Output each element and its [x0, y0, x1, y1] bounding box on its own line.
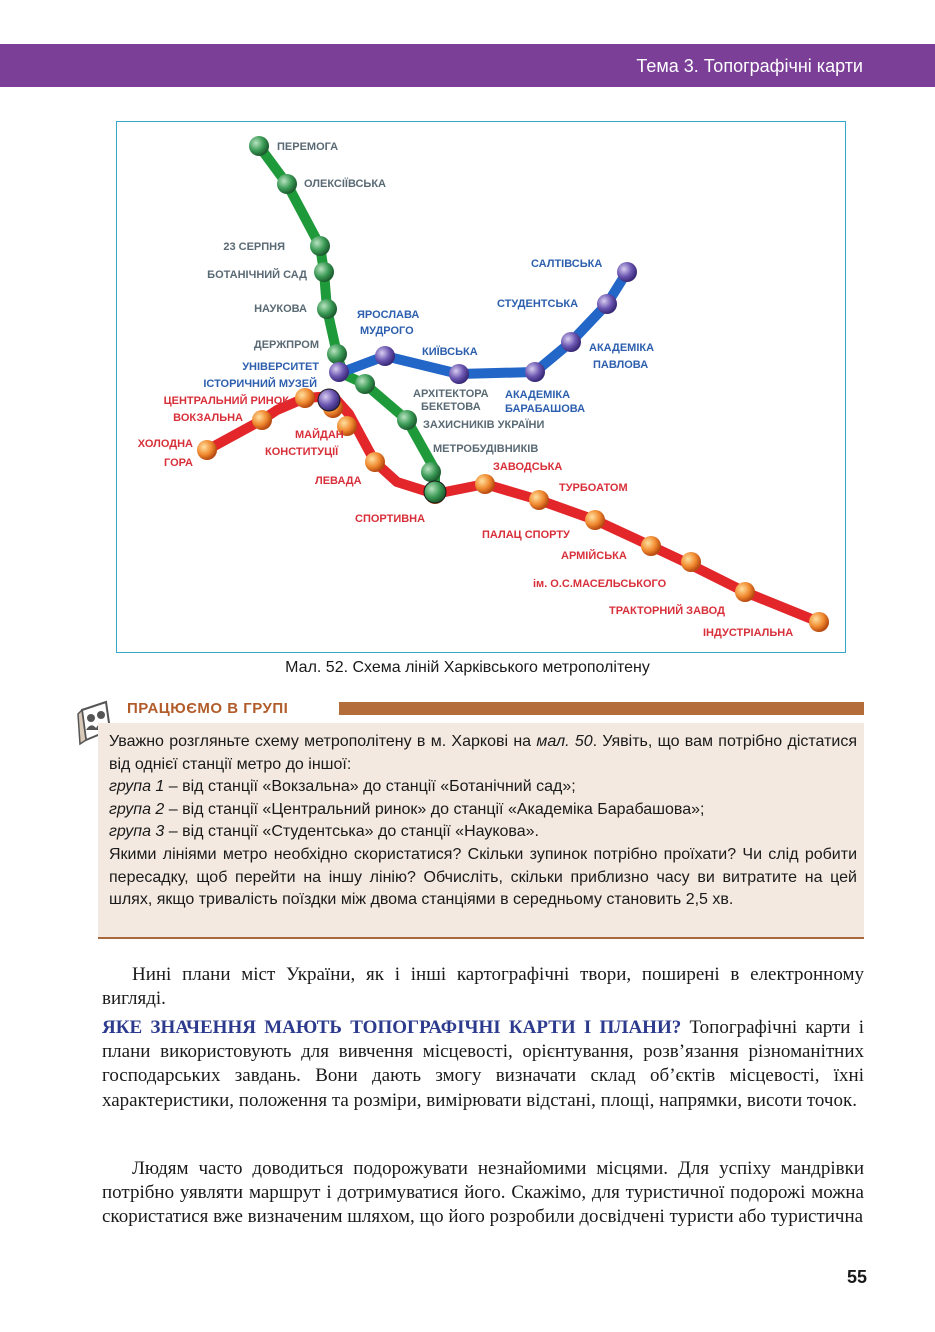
label-zakhysnykiv-ukrainy: ЗАХИСНИКІВ УКРАЇНИ — [423, 419, 545, 431]
group-1-text: – від станції «Вокзальна» до станції «Ботанічний сад»; — [164, 778, 576, 796]
station-derzhprom — [327, 344, 347, 364]
station-oleksiivska — [277, 174, 297, 194]
transfer-sportyvna — [424, 481, 446, 503]
label-palats-sportu: ПАЛАЦ СПОРТУ — [482, 529, 570, 541]
station-prospekt — [365, 452, 385, 472]
label-derzhprom: ДЕРЖПРОМ — [253, 339, 319, 351]
station-tsentralnyi-rynok — [295, 388, 315, 408]
group-work-intro — [109, 731, 857, 776]
label-kholodna-1: ХОЛОДНА — [137, 438, 193, 450]
metro-map — [117, 122, 847, 654]
label-armiiska: АРМІЙСЬКА — [561, 550, 627, 562]
intro-text-a: Уважно розгляньте схему метрополітену в м. Харкові на — [109, 733, 537, 750]
label-pavlova-1: АКАДЕМІКА — [589, 342, 655, 354]
label-studentska: СТУДЕНТСЬКА — [497, 298, 579, 310]
station-armiiska — [641, 536, 661, 556]
label-arkhitektora-1: АРХІТЕКТОРА — [413, 388, 489, 400]
station-23-serpnia — [310, 236, 330, 256]
label-vokzalna: ВОКЗАЛЬНА — [173, 412, 243, 424]
station-industrialna — [809, 612, 829, 632]
station-yaroslava-mudroho — [375, 346, 395, 366]
label-oleksiivska: ОЛЕКСІЇВСЬКА — [304, 178, 386, 190]
label-maselskoho: ім. О.С.МАСЕЛЬСЬКОГО — [533, 578, 667, 590]
body-paragraph-2-text: Топографічні карти і плани використовують для вивчення місцевості, орієнтування, розв’язання різноманітних господарських завдань. Вони дають змогу визначати склад об’єктів місцевості, їхні характеристики, положення та розміри, вимірювати відстані, площі, напрямки, висоти точок. — [102, 1017, 864, 1111]
group-3-text: – від станції «Студентська» до станції «Наукова». — [164, 823, 539, 841]
group-3-label: група 3 — [109, 823, 165, 841]
group-work-text — [109, 731, 857, 912]
body-paragraph-3: Людям часто доводиться подорожувати незнайомими місцями. Для успіху мандрівки потрібно уявляти маршрут і дотримуватися його. Скажімо, для туристичної подорожі можна скористатися вже визначеним шляхом, що його розробили досвідчені туристи або туристична — [102, 1158, 864, 1228]
label-naukova: НАУКОВА — [254, 303, 307, 315]
body-paragraph-1-block — [102, 963, 864, 1011]
station-akademika-barabashova — [525, 362, 545, 382]
body-paragraph-3-block — [102, 1157, 864, 1230]
body-paragraph-2 — [102, 1016, 864, 1113]
label-metrobudivnykiv: МЕТРОБУДІВНИКІВ — [433, 443, 539, 455]
label-tsentralnyi-rynok: ЦЕНТРАЛЬНИЙ РИНОК — [163, 395, 289, 407]
group-work-heading-bar — [339, 702, 864, 715]
label-arkhitektora-2: БЕКЕТОВА — [421, 401, 481, 413]
group-2-text: – від станції «Центральний ринок» до станції «Академіка Барабашова»; — [164, 800, 705, 818]
station-metrobudivnykiv — [421, 462, 441, 482]
label-23-serpnia: 23 СЕРПНЯ — [223, 241, 285, 253]
label-levada: ЛЕВАДА — [315, 475, 362, 487]
station-peremoha — [249, 136, 269, 156]
body-paragraph-2-block — [102, 1016, 864, 1113]
label-universytet: УНІВЕРСИТЕТ — [242, 361, 319, 373]
group-2-task — [109, 799, 857, 822]
label-kyivska: КИЇВСЬКА — [422, 346, 478, 358]
station-arkhitektora-beketova — [355, 374, 375, 394]
group-work-heading: ПРАЦЮЄМО В ГРУПІ — [127, 700, 289, 717]
station-kyivska — [449, 364, 469, 384]
label-yaroslava-1: ЯРОСЛАВА — [357, 309, 420, 321]
section-heading: ЯКЕ ЗНАЧЕННЯ МАЮТЬ ТОПОГРАФІЧНІ КАРТИ І ПЛАНИ? — [102, 1017, 682, 1038]
label-pavlova-2: ПАВЛОВА — [593, 359, 649, 371]
label-maidan-2: КОНСТИТУЦІЇ — [265, 446, 339, 458]
body-paragraph-1: Нині плани міст України, як і інші картографічні твори, поширені в електронному вигляді. — [102, 964, 864, 1010]
intro-text-b: . Уявіть, що вам потрібно дістатися від однієї станції метро до іншої: — [109, 733, 858, 773]
station-saltivska — [617, 262, 637, 282]
station-palats-sportu — [585, 510, 605, 530]
label-istorychnyi-muzei: ІСТОРИЧНИЙ МУЗЕЙ — [203, 378, 317, 390]
station-botanichnyi-sad — [314, 262, 334, 282]
station-zavodska — [475, 474, 495, 494]
station-turboatom — [529, 490, 549, 510]
label-turboatom: ТУРБОАТОМ — [559, 482, 628, 494]
label-barabashova-1: АКАДЕМІКА — [505, 389, 571, 401]
group-1-task — [109, 776, 857, 799]
label-zavodska: ЗАВОДСЬКА — [493, 461, 563, 473]
station-naukova — [317, 299, 337, 319]
station-kholodna-hora — [197, 440, 217, 460]
label-saltivska: САЛТІВСЬКА — [531, 258, 603, 270]
station-zakhysnykiv-ukrainy — [397, 410, 417, 430]
label-yaroslava-2: МУДРОГО — [360, 325, 414, 337]
station-universytet — [329, 362, 349, 382]
label-botanichnyi-sad: БОТАНІЧНИЙ САД — [207, 269, 307, 281]
label-industrialna: ІНДУСТРІАЛЬНА — [703, 627, 794, 639]
label-maidan-1: МАЙДАН — [295, 429, 344, 441]
figure-caption: Мал. 52. Схема ліній Харківського метрополітену — [285, 659, 650, 676]
intro-figure-ref: мал. 50 — [536, 733, 593, 750]
page-number: 55 — [846, 1267, 867, 1287]
station-akademika-pavlova — [561, 332, 581, 352]
station-maselskoho — [681, 552, 701, 572]
group-work-questions: Якими лініями метро необхідно скористатися? Скільки зупинок потрібно проїхати? Чи слід робити пересадку, щоб перейти на іншу лінію? Обчисліть, скільки приблизно часу ви витратите на цей шлях, якщо тривалість поїздки між двома станціями в середньому становить 2,5 хв. — [109, 845, 857, 909]
station-vokzalna — [252, 410, 272, 430]
label-peremoha: ПЕРЕМОГА — [277, 141, 339, 153]
page-header-title: Тема 3. Топографічні карти — [636, 56, 863, 76]
metro-map-figure — [116, 121, 846, 653]
station-studentska — [597, 294, 617, 314]
group-3-task — [109, 821, 857, 844]
group-2-label: група 2 — [109, 800, 165, 818]
label-kholodna-2: ГОРА — [164, 457, 193, 469]
station-traktornyi-zavod — [735, 582, 755, 602]
label-barabashova-2: БАРАБАШОВА — [505, 403, 586, 415]
header-bar — [0, 44, 935, 87]
label-traktornyi-zavod: ТРАКТОРНИЙ ЗАВОД — [609, 605, 725, 617]
group-1-label: група 1 — [109, 778, 165, 796]
transfer-istorychnyi-muzei — [318, 389, 340, 411]
label-sportyvna: СПОРТИВНА — [355, 513, 426, 525]
